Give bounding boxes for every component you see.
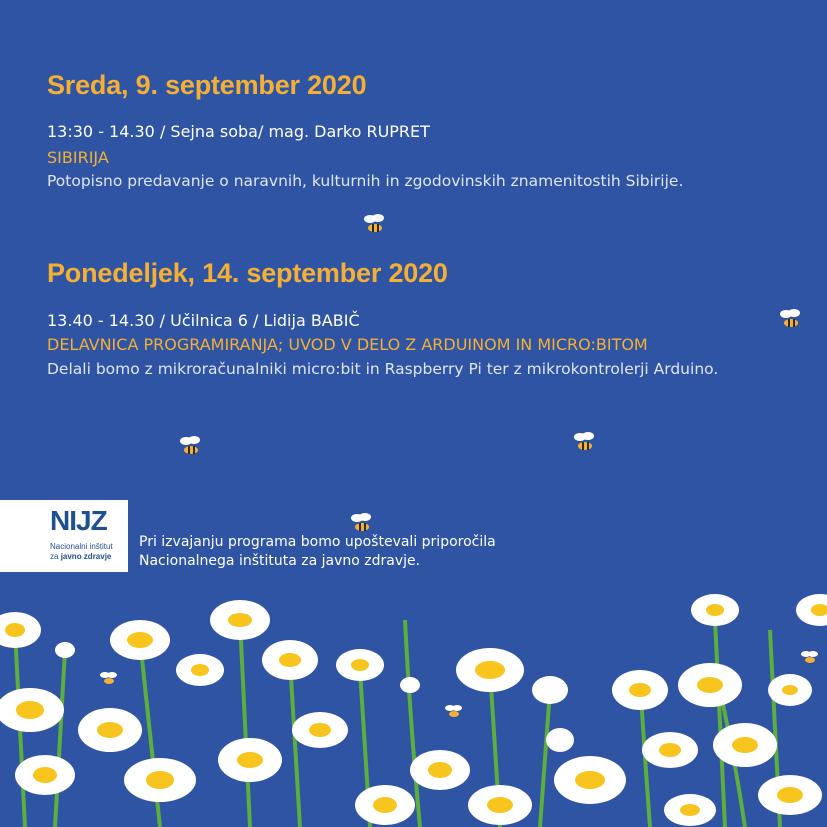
bee-icon (570, 431, 600, 455)
bee-icon (176, 435, 206, 459)
daisy-meadow (0, 580, 827, 827)
daisy-icon (0, 594, 827, 826)
health-notice (139, 533, 496, 571)
notice-line-2: Nacionalnega inštituta za javno zdravje. (139, 553, 421, 569)
event-2-description: Delali bomo z mikroračunalniki micro:bit in Raspberry Pi ter z mikrokontrolerji Arduino. (47, 360, 719, 378)
logo-mark-text: NIJZ (50, 505, 107, 536)
nijz-logo (0, 500, 128, 572)
logo-mark (50, 505, 107, 537)
bee-icon (776, 308, 806, 332)
notice-line-1: Pri izvajanju programa bomo upoštevali priporočila (139, 534, 496, 550)
event-2-date: Ponedeljek, 14. september 2020 (47, 258, 448, 288)
event-1-details: 13:30 - 14.30 / Sejna soba/ mag. Darko RUPRET (47, 122, 430, 141)
bee-icon (360, 213, 390, 237)
event-2-title: DELAVNICA PROGRAMIRANJA; UVOD V DELO Z ARDUINOM IN MICRO:BITOM (47, 335, 648, 354)
event-2-details: 13.40 - 14.30 / Učilnica 6 / Lidija BABIČ (47, 311, 360, 330)
event-1-title: SIBIRIJA (47, 148, 109, 167)
logo-line1: Nacionalni inštitut (50, 542, 113, 551)
logo-line2-prefix: za (50, 552, 59, 561)
event-1-date: Sreda, 9. september 2020 (47, 70, 367, 100)
logo-subtitle (50, 542, 113, 562)
bee-icon (347, 512, 377, 536)
event-1-description: Potopisno predavanje o naravnih, kulturnih in zgodovinskih znamenitostih Sibirije. (47, 172, 684, 190)
logo-line2-bold: javno zdravje (60, 552, 112, 561)
